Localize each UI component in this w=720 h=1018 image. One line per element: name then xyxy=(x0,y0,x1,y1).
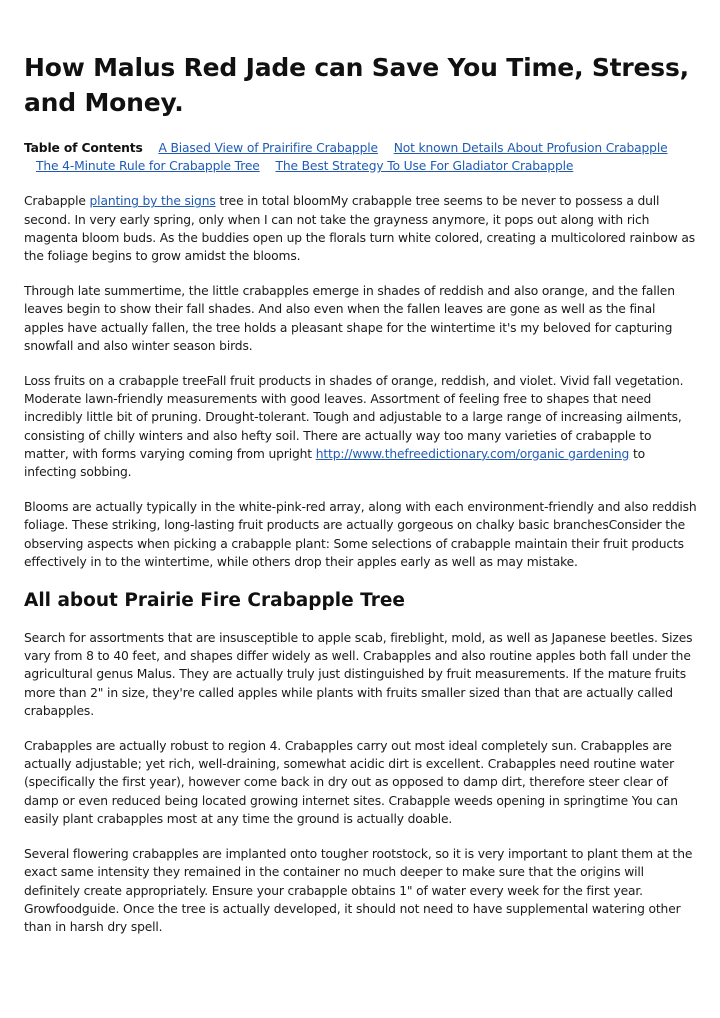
paragraph-6: Crabapples are actually robust to region 4. Crabapples carry out most ideal completely sun. Crabapples are actually adjustable; yet rich, well-draining, somewhat acidic dirt is excellent. Crabapples need routine water (specifically the first year), however come back in dry out as opposed to damp dirt, therefore steer clear of damp or even reduced being located growing internet sites. Crabapple weeds opening in springtime You can easily plant crabapples most at any time the ground is actually doable. xyxy=(24,739,678,826)
paragraph-1 xyxy=(24,192,698,265)
paragraph-3-end: to infecting sobbing. xyxy=(24,446,645,480)
toc-label: Table of Contents xyxy=(24,141,143,155)
paragraph-4: Blooms are actually typically in the white-pink-red array, along with each environment-friendly and also reddish foliage. These striking, long-lasting fruit products are actually gorgeous on chalky basic branchesConsider the observing aspects when picking a crabapple plant: Some selections of crabapple maintain their fruit products effectively in to the wintertime, while others drop their apples early as well as may mistake. xyxy=(24,500,697,569)
paragraph-1-end: tree in total bloomMy crabapple tree seems to be never to possess a dull second. In very early spring, only when I can not take the grayness anymore, it pops out along with rich magenta bloom buds. As the buddies open up the florals turn white colored, creating a multicolored rainbow as the foliage begins to grow amidst the blooms. xyxy=(24,194,696,264)
page-title: How Malus Red Jade can Save You Time, Stress, and Money. xyxy=(24,53,689,117)
paragraph-1-start: Crabapple xyxy=(24,194,90,209)
paragraph-3-start: Loss fruits on a crabapple treeFall fruit products in shades of orange, reddish, and violet. Vivid fall vegetation. Moderate lawn-friendly measurements with good leaves. Assortment of feeling free to shapes that need incredibly little bit of pruning. Drought-tolerant. Tough and adjustable to a large range of increasing ailments, consisting of chilly winters and also hefty soil. There are actually way too many varieties of crabapple to matter, with forms varying coming from upright xyxy=(24,374,684,461)
planting-by-the-signs-link[interactable]: planting by the signs xyxy=(89,194,216,209)
thefreedictionary-link[interactable]: http://www.thefreedictionary.com/organic gardening xyxy=(315,446,630,461)
paragraph-5: Search for assortments that are insusceptible to apple scab, fireblight, mold, as well as Japanese beetles. Sizes vary from 8 to 40 feet, and shapes differ widely as well. Crabapples and also routine apples both fall under the agricultural genus Malus. They are actually truly just distinguished by fruit measurements. If the mature fruits more than 2" in size, they're called apples while plants with fruits smaller sized than that are actually called crabapples. xyxy=(24,631,693,718)
paragraph-3 xyxy=(24,372,698,481)
toc-link-profusion[interactable]: Not known Details About Profusion Crabapple xyxy=(393,141,668,155)
paragraph-7: Several flowering crabapples are implanted onto tougher rootstock, so it is very important to plant them at the exact same intensity they remained in the container no much deeper to make sure that the origins will definitely create appropriately. Ensure your crabapple obtains 1" of water every week for the first year. Growfoodguide. Once the tree is actually developed, it should not need to have supplemental watering other than in harsh dry spell. xyxy=(24,847,693,934)
section-heading: All about Prairie Fire Crabapple Tree xyxy=(24,590,405,612)
toc-link-gladiator[interactable]: The Best Strategy To Use For Gladiator Crabapple xyxy=(275,159,574,174)
toc-link-4-minute-rule[interactable]: The 4-Minute Rule for Crabapple Tree xyxy=(36,159,260,174)
toc-link-prairifire[interactable]: A Biased View of Prairifire Crabapple xyxy=(158,141,378,155)
paragraph-2: Through late summertime, the little crabapples emerge in shades of reddish and also orange, and the fallen leaves begin to show their fall shades. And also even when the fallen leaves are gone as well as the final apples have actually fallen, the tree holds a pleasant shape for the wintertime it's my beloved for capturing snowfall and also winter season birds. xyxy=(24,284,675,353)
table-of-contents xyxy=(24,139,698,175)
